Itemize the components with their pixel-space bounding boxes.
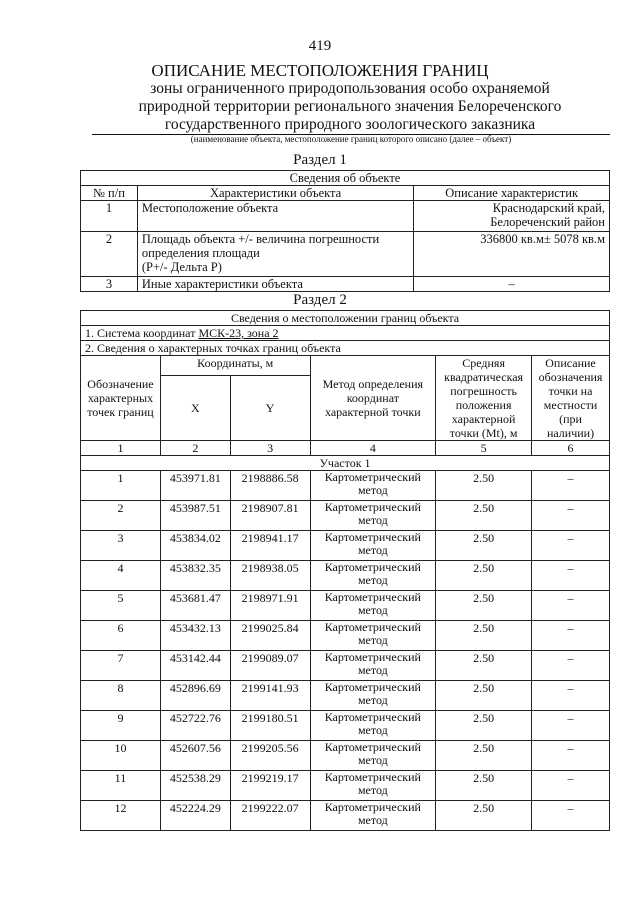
characteristic-line: Иные характеристики объекта <box>141 277 303 291</box>
method-line: метод <box>357 693 388 707</box>
column-number: 1 <box>81 441 161 456</box>
header-line: квадратическая <box>444 370 524 384</box>
method-line: метод <box>357 483 388 497</box>
point-description: – <box>532 801 610 831</box>
point-id: 6 <box>81 621 161 651</box>
table-row <box>81 471 610 501</box>
point-error: 2.50 <box>436 471 532 501</box>
column-number: 5 <box>436 441 532 456</box>
point-x: 452224.29 <box>160 801 230 831</box>
table-row <box>81 771 610 801</box>
point-id: 7 <box>81 651 161 681</box>
header-line: (при <box>559 412 582 426</box>
boundary-points-body <box>81 471 610 831</box>
description-line: – <box>508 277 515 291</box>
point-y: 2199141.93 <box>230 681 310 711</box>
point-id: 1 <box>81 471 161 501</box>
point-x: 452722.76 <box>160 711 230 741</box>
characteristic-line: Местоположение объекта <box>141 201 279 215</box>
table-row <box>81 741 610 771</box>
point-error: 2.50 <box>436 531 532 561</box>
row-number: 3 <box>81 277 138 292</box>
method-line: Картометрический <box>324 500 421 514</box>
method-line: метод <box>357 783 388 797</box>
point-x: 453681.47 <box>160 591 230 621</box>
col-header-description: Описание характеристик <box>414 186 610 201</box>
header-line: характерной <box>451 412 516 426</box>
subtitle-line: природной территории регионального значения Белореченского <box>138 98 562 115</box>
point-id: 9 <box>81 711 161 741</box>
document-subtitle <box>80 80 620 134</box>
point-description: – <box>532 681 610 711</box>
table-row <box>81 591 610 621</box>
table-row <box>81 232 610 277</box>
point-x: 453432.13 <box>160 621 230 651</box>
point-x: 453971.81 <box>160 471 230 501</box>
point-error: 2.50 <box>436 561 532 591</box>
point-y: 2199089.07 <box>230 651 310 681</box>
table-row <box>81 621 610 651</box>
point-error: 2.50 <box>436 771 532 801</box>
point-y: 2199219.17 <box>230 771 310 801</box>
row-description <box>414 201 610 232</box>
document-title: ОПИСАНИЕ МЕСТОПОЛОЖЕНИЯ ГРАНИЦ <box>151 61 489 80</box>
coordinate-system-prefix: 1. Система координат <box>85 326 199 340</box>
table-row <box>81 277 610 292</box>
row-number: 2 <box>81 232 138 277</box>
point-id: 4 <box>81 561 161 591</box>
point-x: 453987.51 <box>160 501 230 531</box>
row-characteristic <box>137 201 413 232</box>
parcel-label: Участок 1 <box>81 456 610 471</box>
column-number: 3 <box>230 441 310 456</box>
point-method <box>310 501 436 531</box>
point-error: 2.50 <box>436 621 532 651</box>
point-id: 3 <box>81 531 161 561</box>
method-line: метод <box>357 813 388 827</box>
col-header-x: X <box>160 376 230 441</box>
method-line: Картометрический <box>324 800 421 814</box>
point-description: – <box>532 501 610 531</box>
point-description: – <box>532 561 610 591</box>
column-number: 4 <box>310 441 436 456</box>
object-info-title: Сведения об объекте <box>81 171 610 186</box>
object-caption: (наименование объекта, местоположение границ которого описано (далее – объект) <box>190 134 512 144</box>
point-x: 452607.56 <box>160 741 230 771</box>
point-description: – <box>532 771 610 801</box>
row-characteristic <box>137 277 413 292</box>
table-row <box>81 711 610 741</box>
point-id: 5 <box>81 591 161 621</box>
method-line: метод <box>357 723 388 737</box>
description-line: 336800 кв.м± 5078 кв.м <box>480 232 605 246</box>
point-method <box>310 651 436 681</box>
point-id: 8 <box>81 681 161 711</box>
point-y: 2199180.51 <box>230 711 310 741</box>
method-line: метод <box>357 573 388 587</box>
point-y: 2199205.56 <box>230 741 310 771</box>
method-line: Картометрический <box>324 560 421 574</box>
point-method <box>310 801 436 831</box>
page-number: 419 <box>308 38 332 54</box>
header-line: местности <box>543 398 598 412</box>
coordinate-system-value: МСК-23, зона 2 <box>198 326 279 340</box>
point-error: 2.50 <box>436 741 532 771</box>
point-id: 10 <box>81 741 161 771</box>
point-method <box>310 591 436 621</box>
point-method <box>310 681 436 711</box>
table-row <box>81 201 610 232</box>
method-line: метод <box>357 603 388 617</box>
column-number: 2 <box>160 441 230 456</box>
point-method <box>310 711 436 741</box>
table-row <box>81 561 610 591</box>
method-line: метод <box>357 513 388 527</box>
col-header-method <box>310 356 436 441</box>
point-method <box>310 561 436 591</box>
point-description: – <box>532 531 610 561</box>
point-y: 2198886.58 <box>230 471 310 501</box>
point-description: – <box>532 471 610 501</box>
header-line: Средняя <box>462 356 505 370</box>
method-line: Картометрический <box>324 650 421 664</box>
point-description: – <box>532 591 610 621</box>
method-line: Картометрический <box>324 590 421 604</box>
point-error: 2.50 <box>436 651 532 681</box>
point-error: 2.50 <box>436 681 532 711</box>
point-method <box>310 771 436 801</box>
point-x: 453834.02 <box>160 531 230 561</box>
object-info-table <box>80 170 610 292</box>
method-line: Картометрический <box>324 620 421 634</box>
point-description: – <box>532 621 610 651</box>
point-method <box>310 531 436 561</box>
point-error: 2.50 <box>436 591 532 621</box>
point-id: 11 <box>81 771 161 801</box>
method-line: метод <box>357 663 388 677</box>
col-header-y: Y <box>230 376 310 441</box>
table-row <box>81 801 610 831</box>
point-error: 2.50 <box>436 801 532 831</box>
characteristic-line: определения площади <box>141 246 260 260</box>
method-line: Картометрический <box>324 770 421 784</box>
header-line: погрешность <box>450 384 517 398</box>
method-line: Картометрический <box>324 680 421 694</box>
description-line: Краснодарский край, <box>492 201 605 215</box>
col-header-designation <box>81 356 161 441</box>
point-y: 2198907.81 <box>230 501 310 531</box>
section1-heading: Раздел 1 <box>293 152 347 168</box>
point-y: 2198938.05 <box>230 561 310 591</box>
header-line: точки (Mt), м <box>449 426 518 440</box>
col-header-error <box>436 356 532 441</box>
header-line: точек границ <box>87 405 154 419</box>
method-line: Картометрический <box>324 470 421 484</box>
point-y: 2198941.17 <box>230 531 310 561</box>
table-row <box>81 651 610 681</box>
row-characteristic <box>137 232 413 277</box>
header-line: характерных <box>87 391 154 405</box>
header-line: положения <box>455 398 512 412</box>
description-line: Белореченский район <box>490 215 605 229</box>
row-number: 1 <box>81 201 138 232</box>
header-line: Метод определения <box>322 377 424 391</box>
subtitle-line: зоны ограниченного природопользования особо охраняемой <box>150 80 550 97</box>
header-line: характерной точки <box>325 405 421 419</box>
col-header-point-description <box>532 356 610 441</box>
point-method <box>310 621 436 651</box>
col-header-characteristic: Характеристики объекта <box>137 186 413 201</box>
point-method <box>310 471 436 501</box>
point-id: 12 <box>81 801 161 831</box>
point-x: 452896.69 <box>160 681 230 711</box>
point-x: 453142.44 <box>160 651 230 681</box>
point-description: – <box>532 651 610 681</box>
col-header-number: № п/п <box>81 186 138 201</box>
point-id: 2 <box>81 501 161 531</box>
point-y: 2199222.07 <box>230 801 310 831</box>
header-line: Описание <box>545 356 596 370</box>
subtitle-line: государственного природного зоологического заказника <box>164 116 536 133</box>
point-y: 2199025.84 <box>230 621 310 651</box>
col-header-coordinates: Координаты, м <box>160 356 310 376</box>
table-row <box>81 501 610 531</box>
point-error: 2.50 <box>436 501 532 531</box>
boundary-points-table <box>80 310 610 831</box>
table-row <box>81 681 610 711</box>
point-y: 2198971.91 <box>230 591 310 621</box>
method-line: Картометрический <box>324 530 421 544</box>
row-description <box>414 232 610 277</box>
header-line: наличии) <box>546 426 595 440</box>
method-line: Картометрический <box>324 740 421 754</box>
header-line: Обозначение <box>87 377 154 391</box>
column-number: 6 <box>532 441 610 456</box>
header-line: обозначения <box>538 370 603 384</box>
point-x: 452538.29 <box>160 771 230 801</box>
point-description: – <box>532 711 610 741</box>
point-description: – <box>532 741 610 771</box>
header-line: координат <box>346 391 399 405</box>
point-method <box>310 741 436 771</box>
points-title: 2. Сведения о характерных точках границ объекта <box>81 341 610 356</box>
boundary-table-title: Сведения о местоположении границ объекта <box>81 311 610 326</box>
method-line: метод <box>357 753 388 767</box>
coordinate-system <box>81 326 610 341</box>
row-description <box>414 277 610 292</box>
point-error: 2.50 <box>436 711 532 741</box>
characteristic-line: Площадь объекта +/- величина погрешности <box>141 232 380 246</box>
section2-heading: Раздел 2 <box>293 292 347 308</box>
point-x: 453832.35 <box>160 561 230 591</box>
method-line: Картометрический <box>324 710 421 724</box>
method-line: метод <box>357 633 388 647</box>
method-line: метод <box>357 543 388 557</box>
characteristic-line: (P+/- Дельта P) <box>141 260 222 274</box>
table-row <box>81 531 610 561</box>
header-line: точки на <box>548 384 593 398</box>
